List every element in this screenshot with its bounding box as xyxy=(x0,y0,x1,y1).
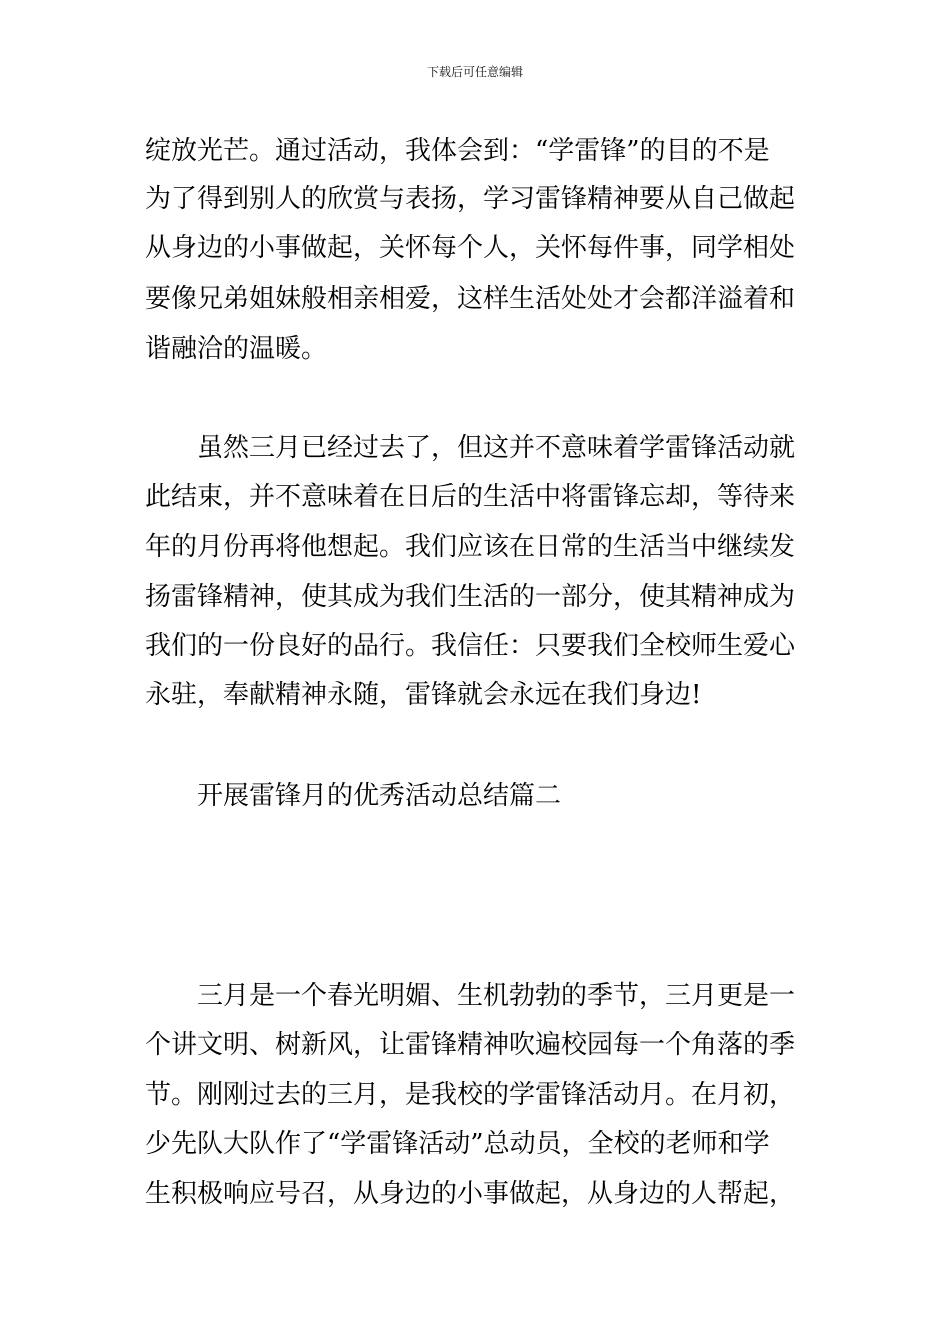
paragraph-1-line-5: 谐融洽的温暖。 xyxy=(145,334,328,364)
paragraph-3-line-5: 生积极响应号召，从身边的小事做起，从身边的人帮起， xyxy=(145,1179,796,1209)
paragraph-2-line-1: 虽然三月已经过去了，但这并不意味着学雷锋活动就 xyxy=(197,433,796,463)
paragraph-1-line-2: 为了得到别人的欣赏与表扬，学习雷锋精神要从自己做起 xyxy=(145,184,796,214)
paragraph-3-line-1: 三月是一个春光明媚、生机勃勃的季节，三月更是一 xyxy=(197,981,796,1011)
paragraph-3-line-3: 节。刚刚过去的三月，是我校的学雷锋活动月。在月初， xyxy=(145,1080,796,1110)
paragraph-3-line-2: 个讲文明、树新风，让雷锋精神吹遍校园每一个角落的季 xyxy=(145,1030,796,1060)
paragraph-3-line-4: 少先队大队作了“学雷锋活动”总动员，全校的老师和学 xyxy=(145,1129,770,1159)
page-header: 下载后可任意编辑 xyxy=(426,65,523,79)
paragraph-2-line-2: 此结束，并不意味着在日后的生活中将雷锋忘却，等待来 xyxy=(145,482,796,512)
paragraph-2-line-5: 我们的一份良好的品行。我信任：只要我们全校师生爱心 xyxy=(145,631,796,661)
paragraph-1-line-4: 要像兄弟姐妹般相亲相爱，这样生活处处才会都洋溢着和 xyxy=(145,284,796,314)
paragraph-2-line-3: 年的月份再将他想起。我们应该在日常的生活当中继续发 xyxy=(145,532,796,562)
paragraph-2-line-4: 扬雷锋精神，使其成为我们生活的一部分，使其精神成为 xyxy=(145,582,796,612)
section-heading: 开展雷锋月的优秀活动总结篇二 xyxy=(197,781,562,811)
paragraph-2-line-6: 永驻，奉献精神永随，雷锋就会永远在我们身边! xyxy=(145,680,702,710)
paragraph-1-line-3: 从身边的小事做起，关怀每个人，关怀每件事，同学相处 xyxy=(145,233,796,263)
paragraph-1-line-1: 绽放光芒。通过活动，我体会到：“学雷锋”的目的不是 xyxy=(145,136,770,166)
